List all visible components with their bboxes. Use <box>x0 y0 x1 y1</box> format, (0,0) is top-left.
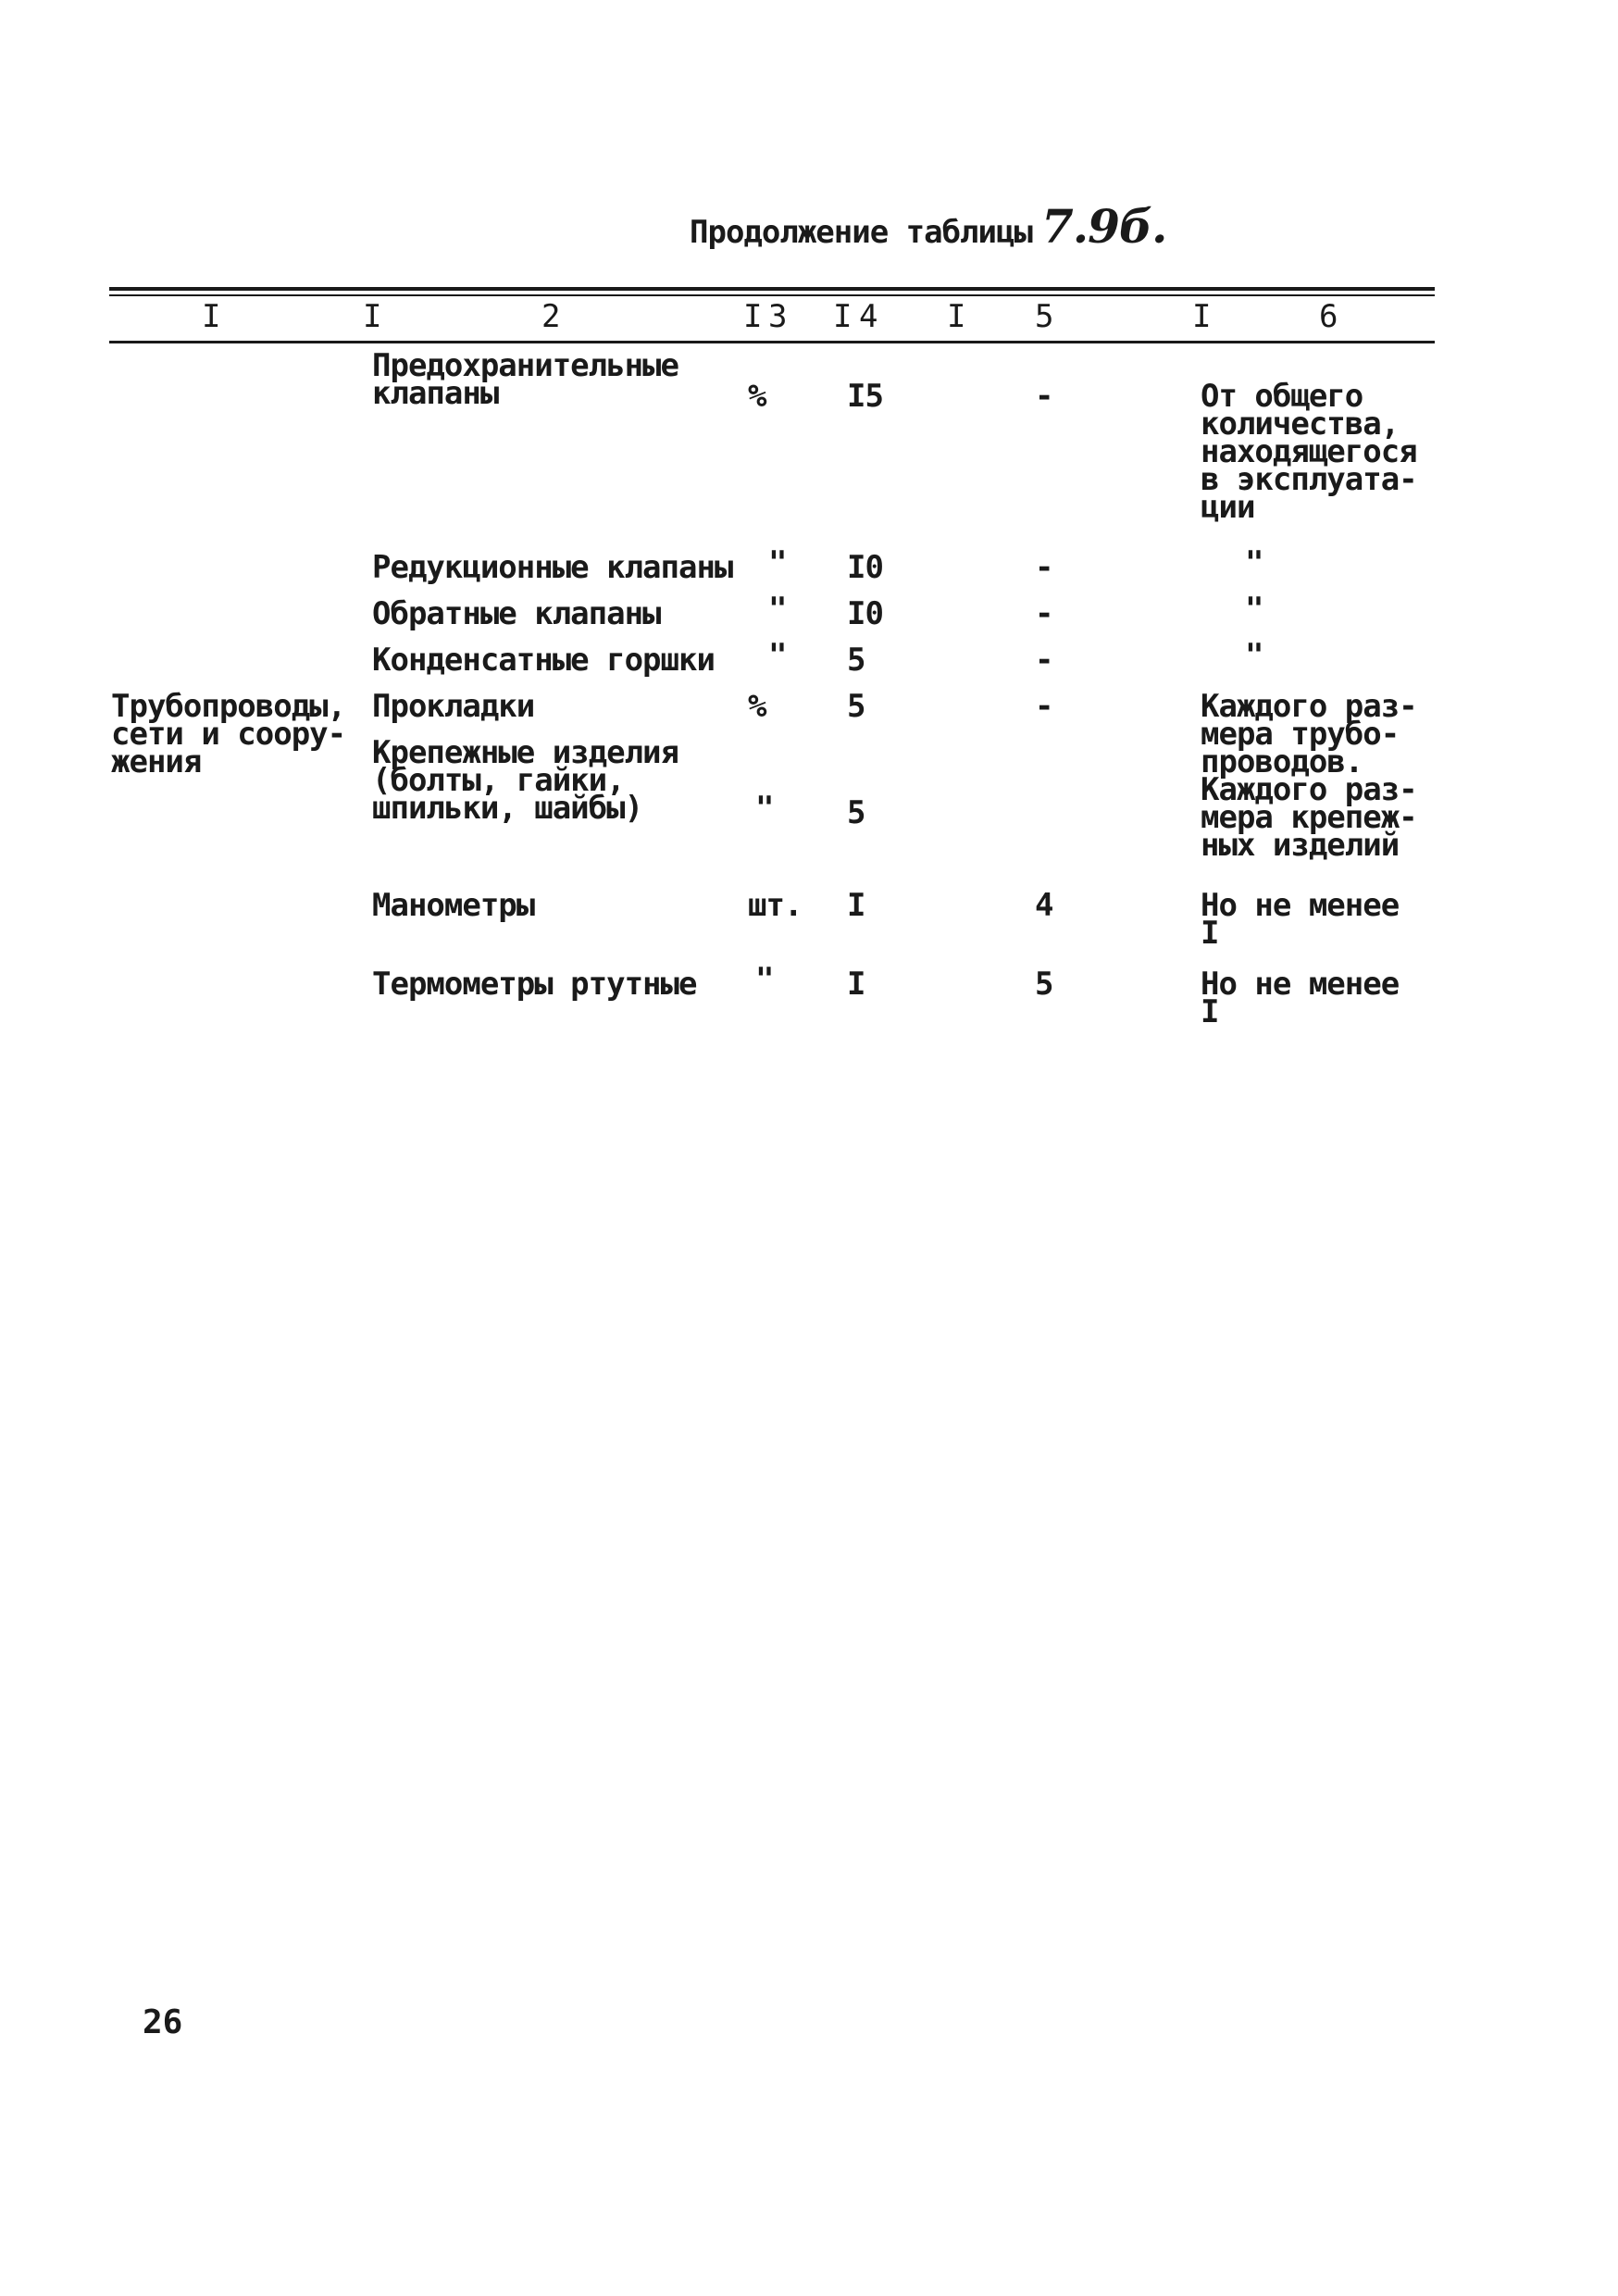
item-unit: % <box>748 688 766 725</box>
header-col-1: I <box>202 298 221 335</box>
group-label: Трубопроводы, сети и соору- жения <box>111 688 346 780</box>
header-separator: I <box>833 298 853 335</box>
item-col5: - <box>1035 642 1053 679</box>
item-col5: - <box>1035 378 1053 415</box>
item-qty: 5 <box>847 794 865 831</box>
item-name: Крепежные изделия (болты, гайки, шпильки, шайбы) <box>372 734 678 827</box>
item-name: Манометры <box>372 887 535 924</box>
item-note: От общего количества, находящегося в эксплуата- ции <box>1201 378 1417 526</box>
header-col-2: 2 <box>541 298 561 335</box>
item-note: Но не менее I <box>1201 887 1400 952</box>
item-qty: 5 <box>847 642 865 679</box>
item-col5: - <box>1035 595 1053 632</box>
header-col-6: 6 <box>1319 298 1338 335</box>
item-unit: " <box>768 637 787 674</box>
item-qty: 5 <box>847 688 865 725</box>
item-name: Обратные клапаны <box>372 595 661 632</box>
header-col-3: 3 <box>768 298 788 335</box>
item-note: Каждого раз- мера трубо- проводов. Каждого раз- мера крепеж- ных изделий <box>1201 688 1417 864</box>
item-name: Редукционные клапаны <box>372 549 733 586</box>
item-note: Но не менее I <box>1201 966 1400 1030</box>
item-qty: I0 <box>847 549 883 586</box>
table-number: 7.9б. <box>1040 199 1167 254</box>
item-unit: " <box>768 591 787 628</box>
header-separator: I <box>1192 298 1212 335</box>
header-separator: I <box>363 298 382 335</box>
item-qty: I5 <box>847 378 883 415</box>
item-unit: % <box>748 378 766 415</box>
item-name: Предохранительные клапаны <box>372 347 678 412</box>
item-note: " <box>1245 591 1263 628</box>
item-name: Конденсатные горшки <box>372 642 715 679</box>
header-separator: I <box>743 298 763 335</box>
item-unit: " <box>755 790 774 827</box>
item-qty: I <box>847 887 865 924</box>
title-text: Продолжение таблицы <box>690 214 1032 251</box>
item-col5: 4 <box>1035 887 1053 924</box>
header-col-4: 4 <box>859 298 878 335</box>
item-col5: - <box>1035 549 1053 586</box>
page-number: 26 <box>143 2003 183 2041</box>
table-continuation-title <box>690 199 1167 254</box>
header-bottom-rule <box>109 341 1435 343</box>
item-col5: 5 <box>1035 966 1053 1003</box>
item-qty: I <box>847 966 865 1003</box>
table-top-rule <box>109 287 1435 291</box>
table-top-rule-2 <box>109 294 1435 296</box>
item-unit: " <box>768 544 787 581</box>
item-name: Термометры ртутные <box>372 966 697 1003</box>
item-note: " <box>1245 637 1263 674</box>
item-unit: " <box>755 961 774 998</box>
item-note: " <box>1245 544 1263 581</box>
item-qty: I0 <box>847 595 883 632</box>
item-col5: - <box>1035 688 1053 725</box>
item-name: Прокладки <box>372 688 535 725</box>
item-unit: шт. <box>748 887 803 924</box>
header-separator: I <box>947 298 966 335</box>
header-col-5: 5 <box>1035 298 1054 335</box>
